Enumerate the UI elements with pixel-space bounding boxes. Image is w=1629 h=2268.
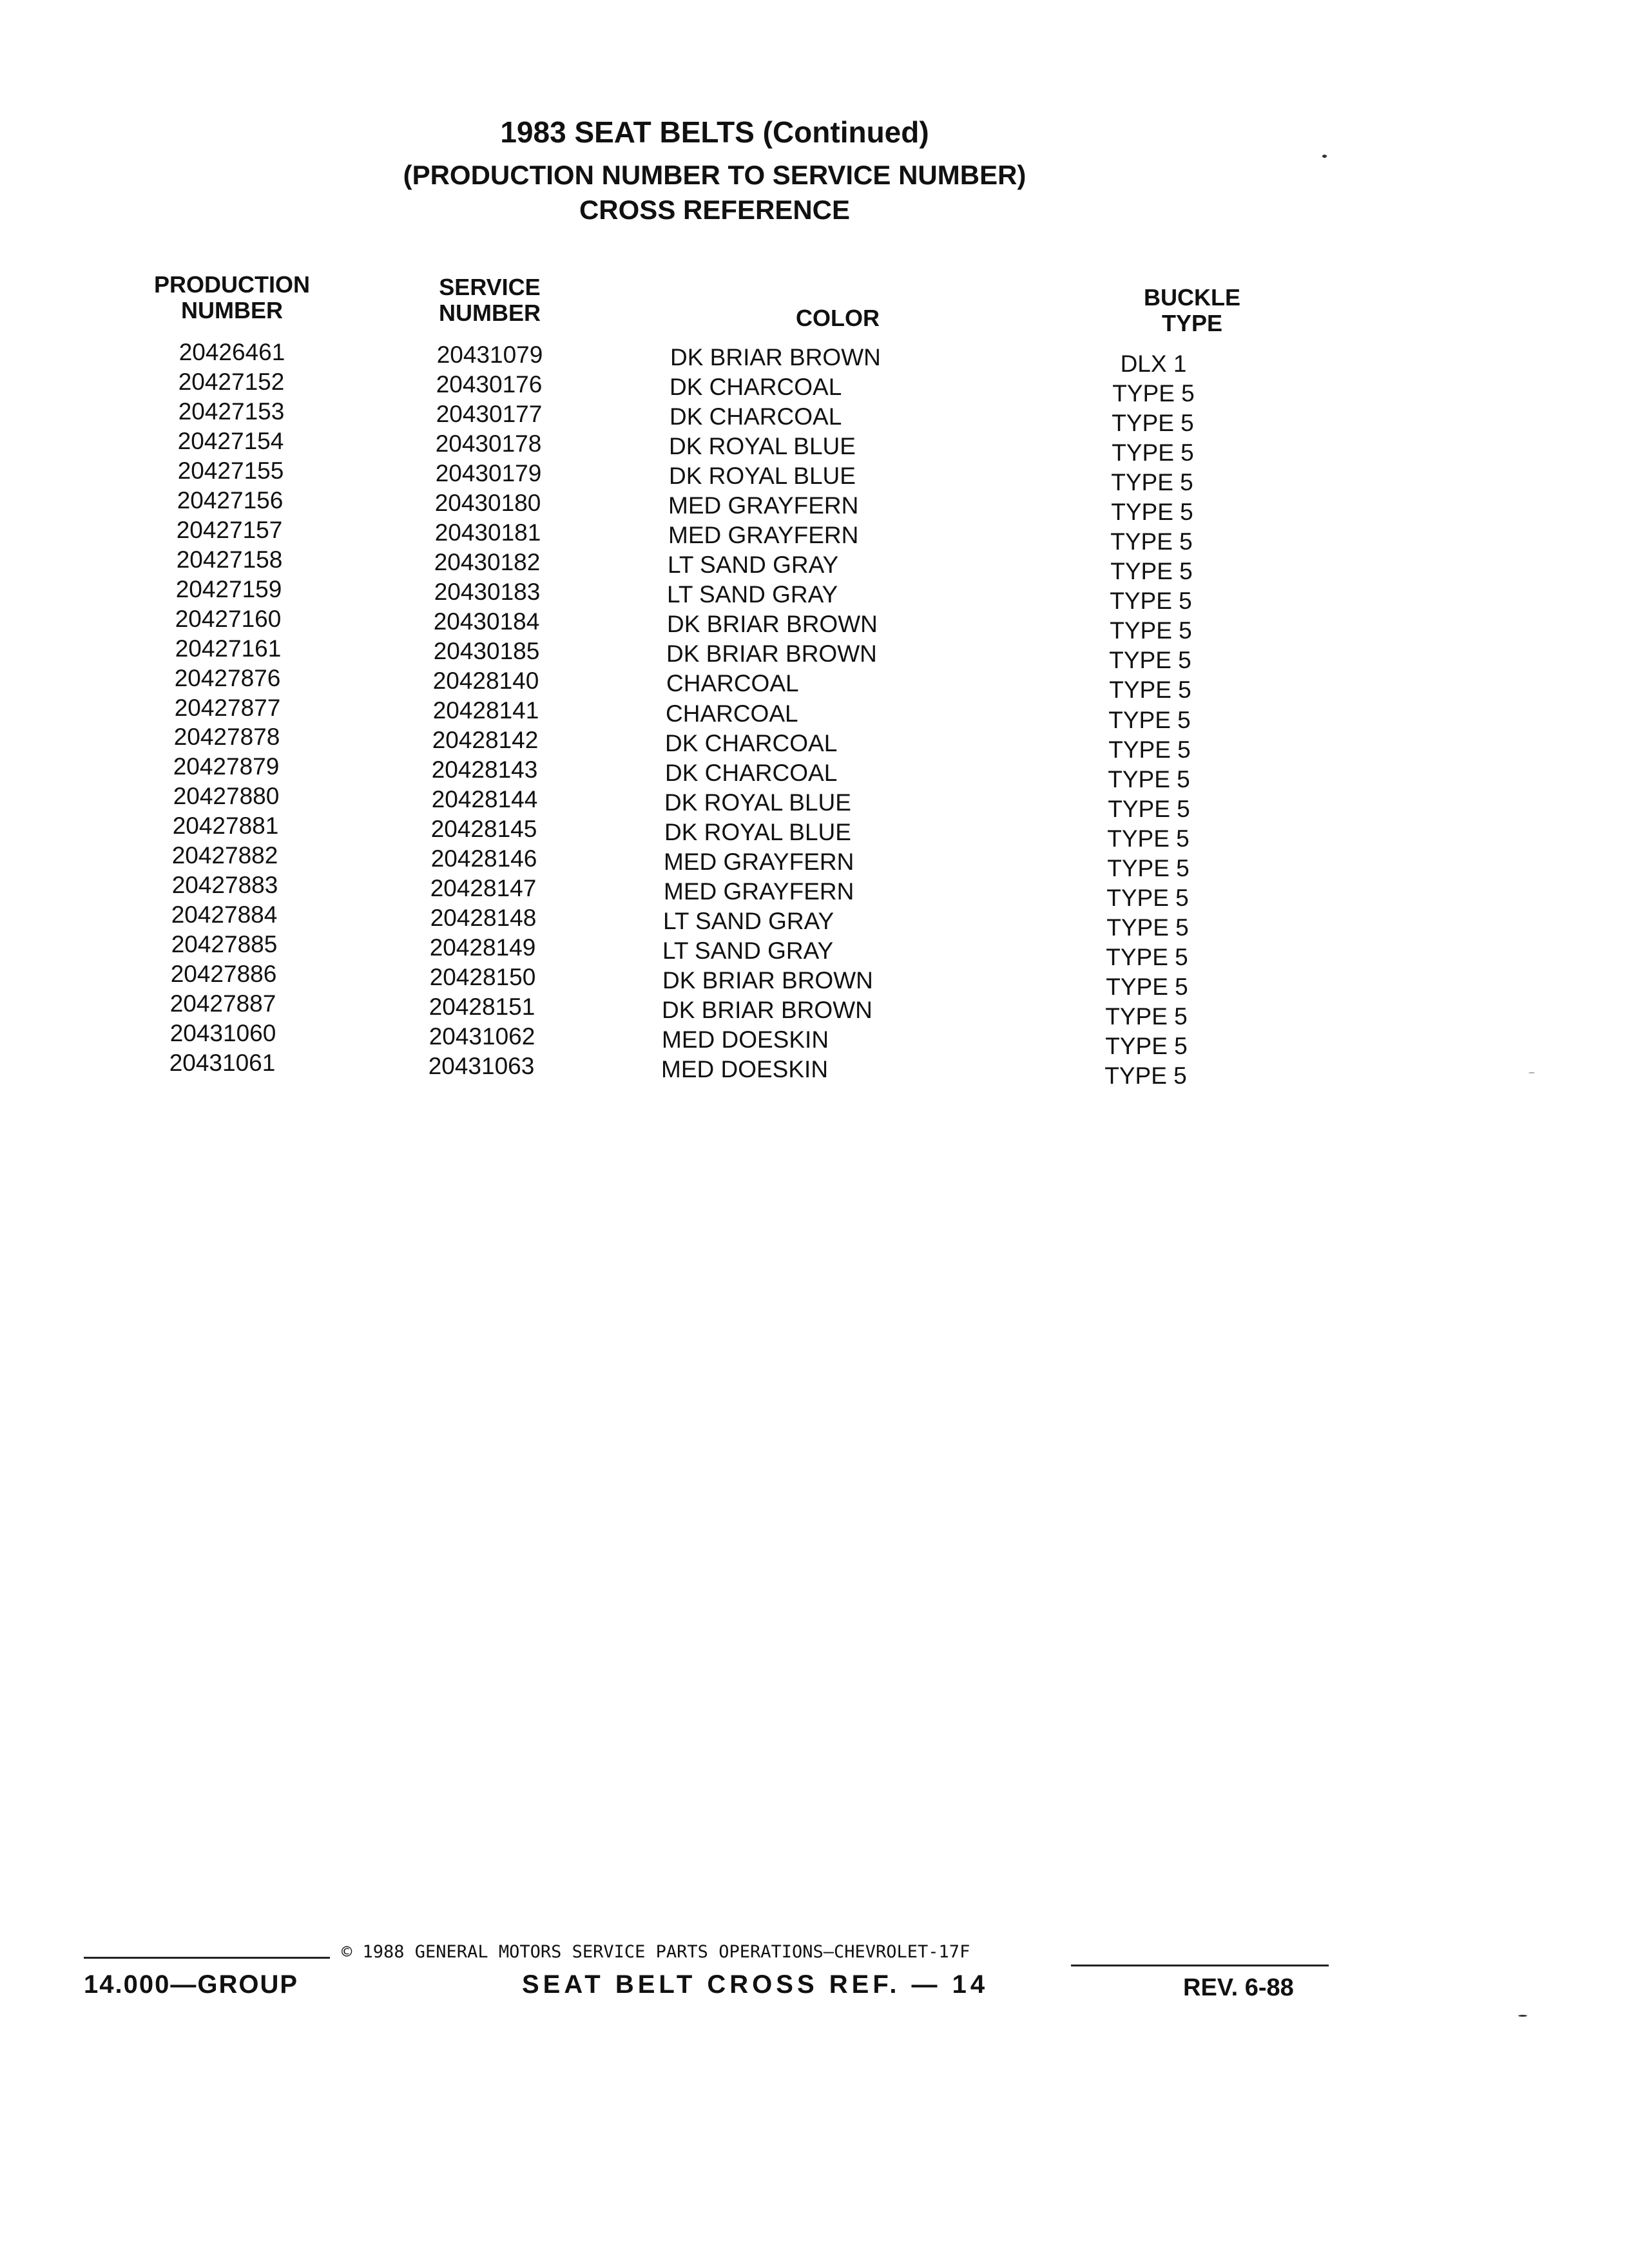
cell-service: 20428141 <box>432 697 539 724</box>
cell-production: 20427878 <box>173 724 280 750</box>
cross-reference-table <box>0 0 1629 1095</box>
cell-color: MED GRAYFERN <box>668 492 859 519</box>
cell-color: LT SAND GRAY <box>662 937 834 964</box>
scan-speck <box>1322 155 1327 158</box>
group-label: 14.000—GROUP <box>84 1970 299 1999</box>
cell-service: 20428145 <box>430 816 537 842</box>
cell-production: 20427159 <box>175 576 282 602</box>
cell-buckle: TYPE 5 <box>1107 855 1190 881</box>
cell-production: 20427156 <box>177 487 284 514</box>
footer-rule-right <box>1071 1965 1329 1966</box>
cell-buckle: TYPE 5 <box>1110 558 1193 584</box>
cell-service: 20430180 <box>434 490 541 516</box>
cell-buckle: TYPE 5 <box>1112 439 1194 466</box>
cell-production: 20427881 <box>172 812 279 839</box>
cell-service: 20431062 <box>429 1023 535 1050</box>
cell-production: 20427887 <box>169 990 276 1017</box>
cell-production: 20427882 <box>171 842 278 869</box>
cell-production: 20427884 <box>171 901 278 928</box>
cell-service: 20428144 <box>431 786 538 812</box>
cell-buckle: TYPE 5 <box>1108 796 1190 822</box>
column-header-production-line2: NUMBER <box>181 297 283 323</box>
cell-buckle: TYPE 5 <box>1110 617 1192 644</box>
cell-production: 20431061 <box>169 1050 276 1076</box>
column-header-production-line1: PRODUCTION <box>154 271 310 298</box>
scan-speck <box>1518 2015 1527 2017</box>
cell-production: 20427886 <box>170 961 277 987</box>
cell-buckle: TYPE 5 <box>1110 528 1193 555</box>
column-header-service-line2: NUMBER <box>439 300 541 326</box>
cell-production: 20427153 <box>178 398 285 425</box>
page-reference: SEAT BELT CROSS REF. — 14 <box>522 1970 989 1999</box>
cell-service: 20428146 <box>430 845 537 872</box>
copyright-notice: © 1988 GENERAL MOTORS SERVICE PARTS OPERATIONS—CHEVROLET-17F <box>342 1942 970 1962</box>
cell-service: 20431079 <box>436 341 543 368</box>
cell-production: 20427877 <box>174 695 281 721</box>
cell-service: 20428143 <box>431 756 538 783</box>
footer-rule-left <box>84 1957 330 1959</box>
page-title: 1983 SEAT BELTS (Continued) <box>500 115 929 149</box>
cell-color: MED DOESKIN <box>661 1056 829 1082</box>
cell-buckle: TYPE 5 <box>1105 1003 1188 1030</box>
cell-production: 20427885 <box>171 931 278 957</box>
cell-buckle: TYPE 5 <box>1111 469 1193 495</box>
cell-buckle: TYPE 5 <box>1108 736 1191 763</box>
cell-color: DK BRIAR BROWN <box>662 967 873 994</box>
cell-color: CHARCOAL <box>666 700 798 727</box>
cell-service: 20430181 <box>434 519 541 546</box>
cell-service: 20431063 <box>428 1053 535 1079</box>
cell-color: DK CHARCOAL <box>665 730 838 756</box>
cell-buckle: TYPE 5 <box>1112 380 1195 407</box>
cell-service: 20430183 <box>434 579 541 605</box>
page-subtitle-cross-reference: CROSS REFERENCE <box>579 195 851 225</box>
revision-label: REV. 6-88 <box>1183 1974 1294 2001</box>
cell-color: DK BRIAR BROWN <box>670 344 881 370</box>
cell-production: 20427152 <box>178 369 285 395</box>
cell-service: 20428148 <box>430 905 537 931</box>
cell-color: DK BRIAR BROWN <box>666 640 877 667</box>
cell-service: 20428150 <box>429 964 536 990</box>
cell-buckle: TYPE 5 <box>1108 707 1191 733</box>
cell-service: 20430182 <box>434 549 541 575</box>
cell-buckle: TYPE 5 <box>1109 647 1191 673</box>
cell-color: DK CHARCOAL <box>665 760 838 786</box>
cell-service: 20430177 <box>436 401 543 427</box>
cell-buckle: TYPE 5 <box>1104 1062 1187 1089</box>
cell-service: 20430185 <box>433 638 540 664</box>
cell-buckle: TYPE 5 <box>1109 677 1191 703</box>
cell-service: 20428147 <box>430 875 537 901</box>
cell-production: 20427879 <box>173 753 280 780</box>
cell-color: CHARCOAL <box>666 670 799 697</box>
cell-production: 20427158 <box>176 546 283 573</box>
cell-service: 20430184 <box>433 608 540 635</box>
cell-service: 20428149 <box>429 934 536 961</box>
cell-production: 20427155 <box>177 457 284 484</box>
cell-color: MED GRAYFERN <box>664 878 854 905</box>
cell-buckle: TYPE 5 <box>1106 914 1189 941</box>
cell-production: 20427157 <box>176 517 283 543</box>
cell-color: DK ROYAL BLUE <box>669 463 856 489</box>
cell-service: 20428140 <box>432 668 539 694</box>
cell-color: DK ROYAL BLUE <box>669 433 856 459</box>
cell-buckle: DLX 1 <box>1120 351 1187 377</box>
cell-service: 20430176 <box>436 371 543 398</box>
cell-buckle: TYPE 5 <box>1105 1033 1188 1059</box>
cell-buckle: TYPE 5 <box>1107 825 1190 852</box>
cell-service: 20428151 <box>429 994 535 1020</box>
cell-color: MED GRAYFERN <box>668 522 859 548</box>
cell-production: 20427883 <box>171 872 278 898</box>
cell-color: DK CHARCOAL <box>670 374 842 400</box>
column-header-buckle-line2: TYPE <box>1161 310 1223 336</box>
cell-color: DK BRIAR BROWN <box>667 611 878 637</box>
column-header-service-line1: SERVICE <box>439 274 541 300</box>
cell-color: MED GRAYFERN <box>664 849 854 875</box>
cell-service: 20430179 <box>435 460 542 486</box>
cell-buckle: TYPE 5 <box>1106 974 1188 1000</box>
cell-buckle: TYPE 5 <box>1108 766 1190 793</box>
cell-color: DK BRIAR BROWN <box>662 997 872 1023</box>
cell-production: 20427154 <box>177 428 284 454</box>
cell-production: 20427880 <box>173 783 280 809</box>
cell-production: 20427161 <box>175 635 282 662</box>
scan-speck <box>1528 1072 1535 1073</box>
page-subtitle: (PRODUCTION NUMBER TO SERVICE NUMBER) <box>403 160 1027 190</box>
cell-production: 20426461 <box>178 339 285 365</box>
cell-service: 20430178 <box>435 430 542 457</box>
column-header-buckle-line1: BUCKLE <box>1144 284 1240 311</box>
cell-production: 20427160 <box>175 606 282 632</box>
cell-buckle: TYPE 5 <box>1112 410 1194 436</box>
cell-color: MED DOESKIN <box>662 1026 829 1053</box>
cell-color: LT SAND GRAY <box>668 552 839 578</box>
cell-buckle: TYPE 5 <box>1110 588 1192 614</box>
cell-production: 20427876 <box>174 665 281 691</box>
cell-color: DK CHARCOAL <box>670 403 842 430</box>
cell-color: DK ROYAL BLUE <box>664 789 851 816</box>
cell-production: 20431060 <box>169 1020 276 1046</box>
cell-color: DK ROYAL BLUE <box>664 819 851 845</box>
cell-color: LT SAND GRAY <box>663 908 834 934</box>
column-header-color-label: COLOR <box>796 305 880 331</box>
cell-service: 20428142 <box>432 727 539 753</box>
cell-buckle: TYPE 5 <box>1106 944 1188 970</box>
cell-buckle: TYPE 5 <box>1106 885 1189 911</box>
cell-buckle: TYPE 5 <box>1111 499 1193 525</box>
cell-color: LT SAND GRAY <box>667 581 838 608</box>
